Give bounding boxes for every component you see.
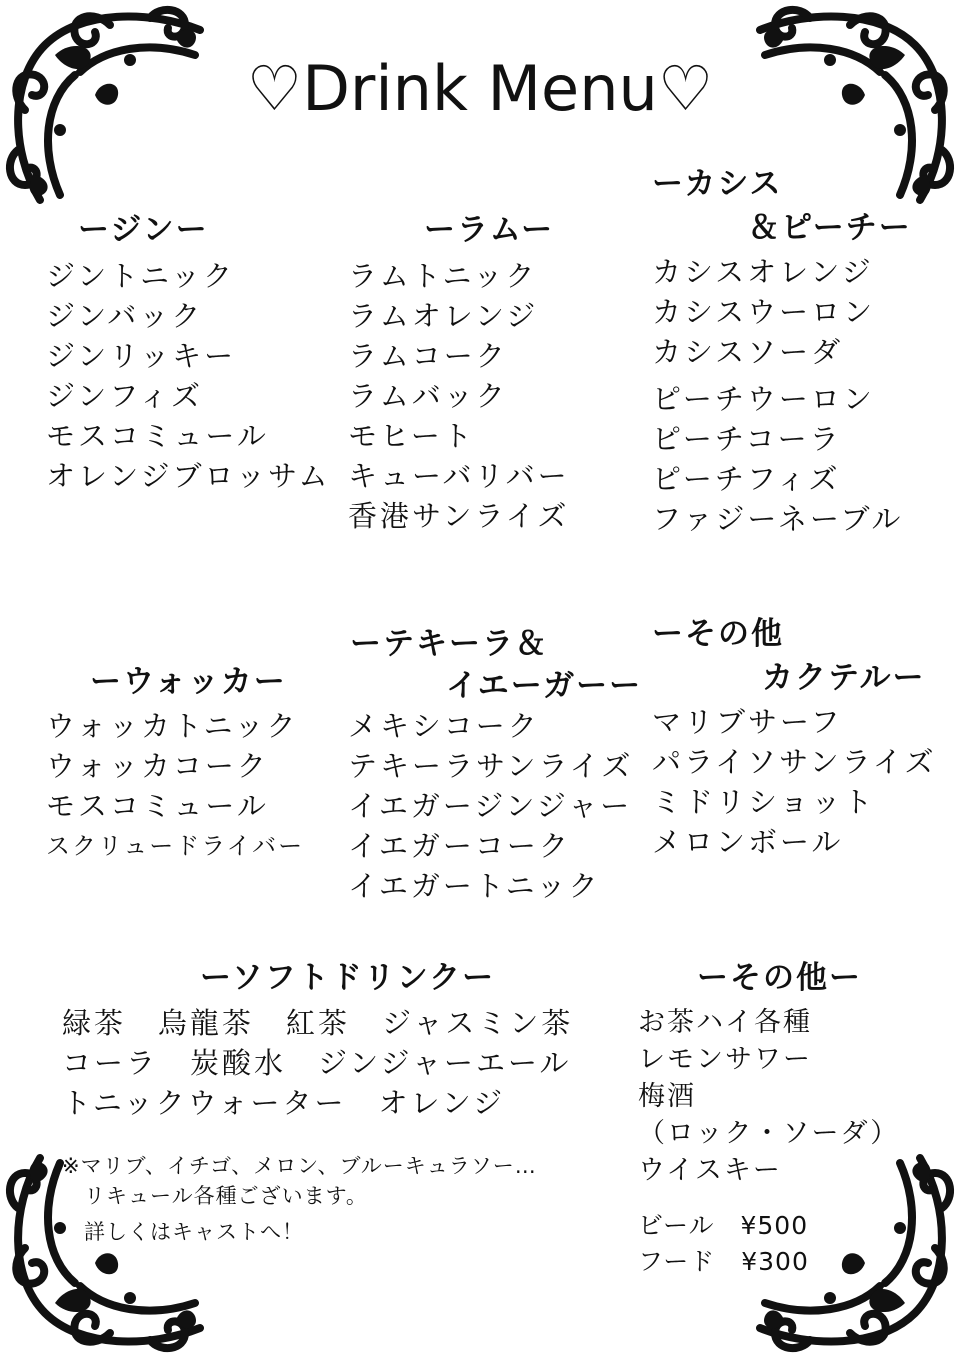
vodka-list [46,706,304,866]
list-item: ジンバック [46,299,204,333]
list-item: イエガージンジャー [348,789,633,823]
list-item: メキシコーク [348,709,540,743]
list-item: ラムトニック [348,259,538,293]
list-item: イエガートニック [348,869,601,903]
list-item: ファジーネーブル [652,502,904,536]
list-item: レモンサワー [638,1044,812,1075]
note-line-3: 詳しくはキャストへ！ [84,1220,304,1244]
note-line-1: ※マリブ、イチゴ、メロン、ブルーキュラソー… [62,1154,537,1178]
note-line-2: リキュール各種ございます。 [84,1184,368,1208]
list-item: コーラ 炭酸水 ジンジャーエール [62,1046,572,1080]
list-item: モスコミュール [46,789,269,823]
list-item: メロンボール [652,825,844,859]
list-item: 梅酒 [638,1081,696,1112]
list-item: ジントニック [46,259,235,293]
tequila-heading-line2: イエーガーー [446,668,643,704]
tequila-list [348,706,633,906]
list-item: ミドリショット [652,785,876,819]
list-item: オレンジブロッサム [46,459,331,493]
gin-heading: ージンー [78,212,209,248]
other-list [638,1004,899,1189]
list-item: （ロック・ソーダ） [638,1118,900,1149]
price-item: ビール ¥500 [638,1211,809,1240]
list-item: カシスオレンジ [652,255,874,289]
list-item: トニックウォーター オレンジ [62,1086,506,1120]
list-item: 香港サンライズ [348,499,570,533]
list-item: お茶ハイ各種 [638,1007,812,1038]
other-heading: ーその他ー [697,960,862,996]
rum-heading: ーラムー [424,212,555,248]
page-title: ♡Drink Menu♡ [246,52,714,125]
other-cocktail-heading-line1: ーその他 [652,616,784,652]
list-item: マリブサーフ [652,705,843,739]
price-list [638,1208,809,1280]
list-item: ジンリッキー [46,339,237,373]
list-item: ピーチウーロン [652,382,875,416]
soft-drink-list [62,1003,573,1123]
list-item: ピーチコーラ [652,422,842,456]
tequila-heading-line1: ーテキーラ＆ [350,626,548,662]
cassis-list [652,252,903,539]
list-item: 緑茶 烏龍茶 紅茶 ジャスミン茶 [62,1006,574,1040]
list-item: ラムオレンジ [348,299,539,333]
list-item: キューバリバー [348,459,570,493]
list-item: ラムコーク [348,339,508,373]
list-item: ピーチフィズ [652,462,841,496]
list-item: ウイスキー [638,1155,782,1186]
list-item: スクリュードライバー [46,832,305,860]
list-item: カシスソーダ [652,335,844,369]
list-item: ジンフィズ [46,379,203,413]
list-item: カシスウーロン [652,295,876,329]
soft-drink-heading: ーソフトドリンクー [200,960,496,996]
list-item: ウォッカコーク [46,749,269,783]
other-cocktail-list [652,702,937,862]
cassis-heading-line1: ーカシス [652,166,783,202]
cassis-heading-line2: ＆ピーチー [748,210,912,246]
list-item: テキーラサンライズ [348,749,634,783]
list-item: イエガーコーク [348,829,571,863]
other-cocktail-heading-line2: カクテルー [762,660,926,696]
list-item: ラムバック [348,379,508,413]
rum-list [348,256,570,536]
vodka-heading: ーウォッカー [90,664,287,700]
gin-list [46,256,331,496]
list-item: パライソサンライズ [652,745,937,779]
price-item: フード ¥300 [638,1247,809,1276]
list-item: モスコミュール [46,419,269,453]
list-item: ウォッカトニック [46,709,299,743]
list-item: モヒート [348,419,475,453]
